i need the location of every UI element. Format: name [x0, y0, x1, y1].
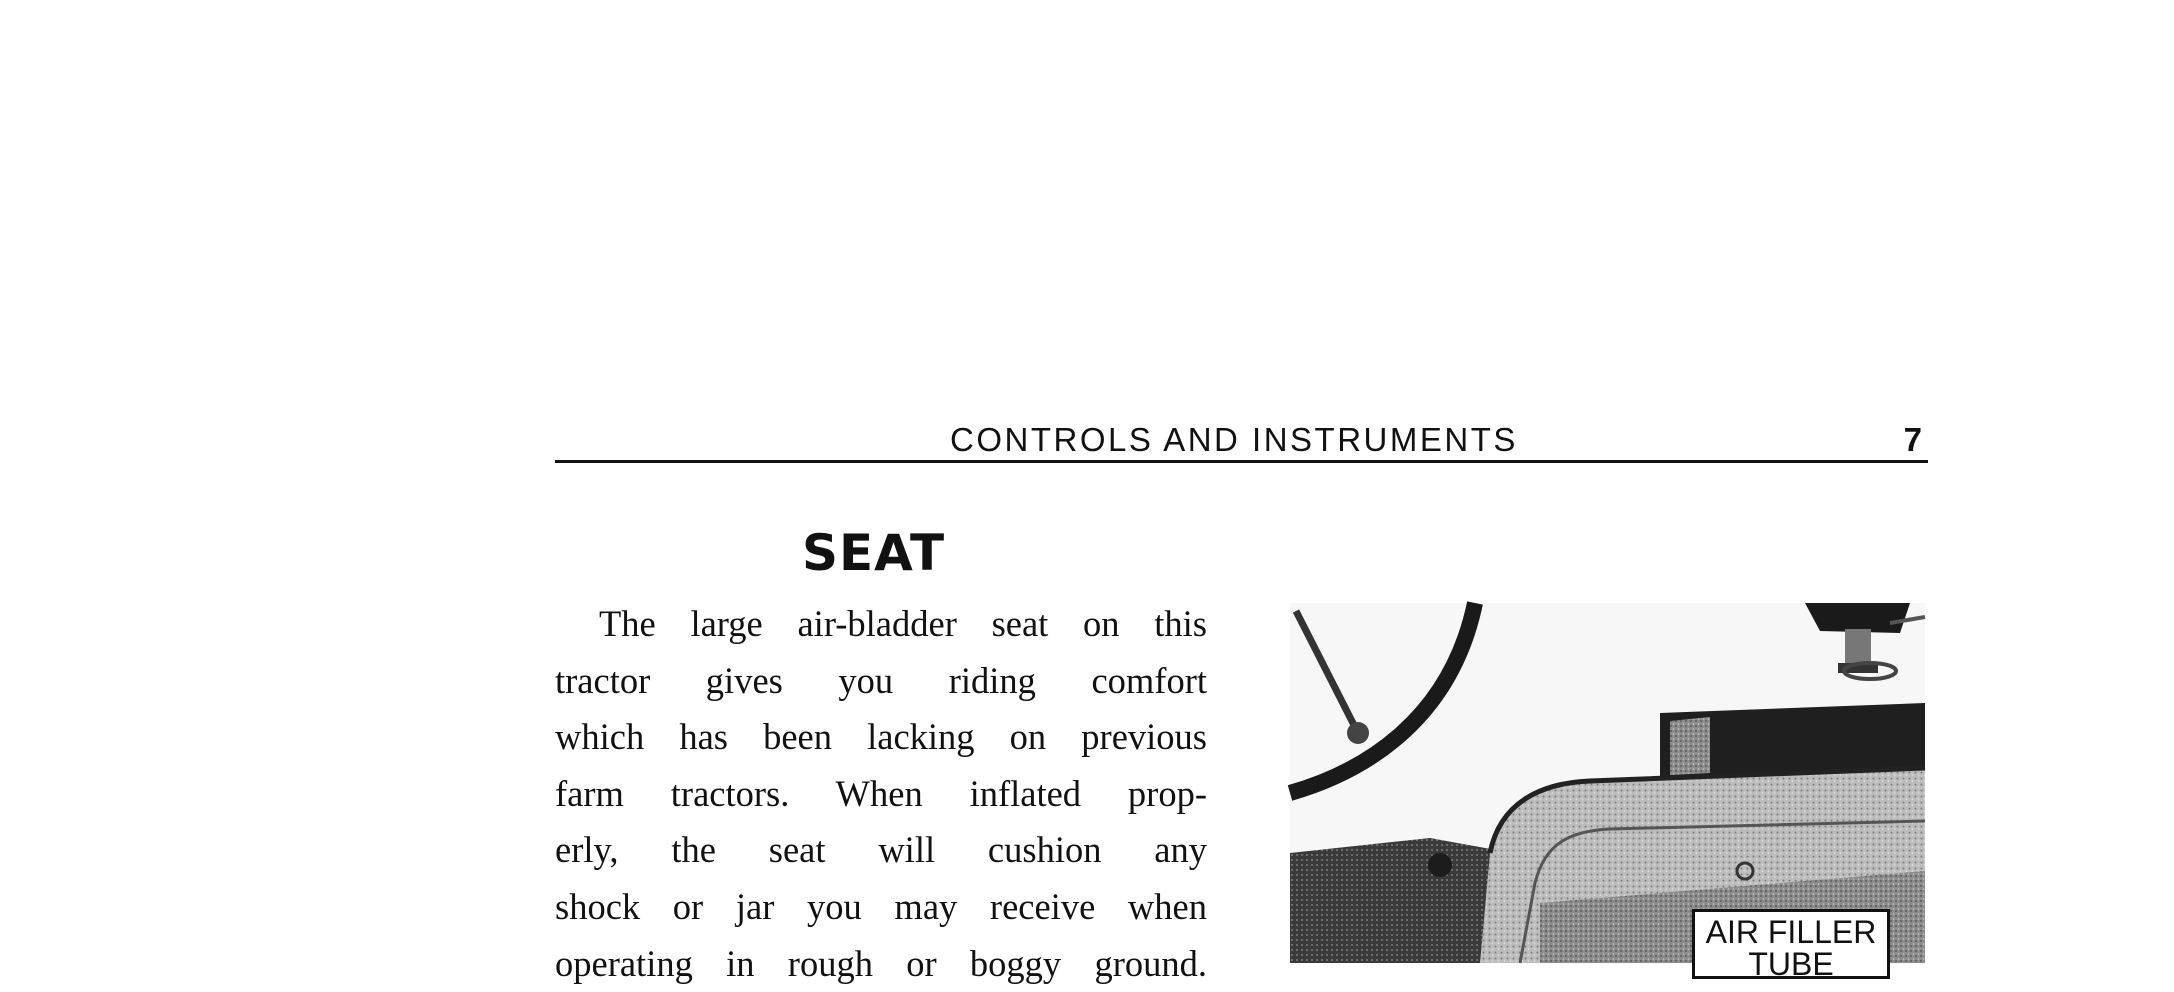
- running-head: [555, 418, 1928, 462]
- section-title: CONTROLS AND INSTRUMENTS: [950, 421, 1518, 458]
- paragraph-line: which has been lacking on previous: [555, 716, 1207, 758]
- paragraph-line: shock or jar you may receive when: [555, 885, 1207, 927]
- page-number: 7: [1903, 421, 1922, 458]
- paragraph-line: operating in rough or boggy ground.: [555, 942, 1207, 984]
- air-filler-tube-callout: [1692, 909, 1890, 982]
- callout-line: AIR FILLER: [1705, 914, 1877, 950]
- header-rule: [555, 460, 1928, 463]
- paragraph-line: erly, the seat will cushion any: [555, 829, 1207, 871]
- paragraph-line: The large air-bladder seat on this: [599, 603, 1207, 644]
- callout-line: TUBE: [1748, 946, 1834, 982]
- section-heading: SEAT: [802, 524, 946, 582]
- body-paragraph: [555, 596, 1207, 984]
- paragraph-line: farm tractors. When inflated prop-: [555, 772, 1207, 814]
- paragraph-line: tractor gives you riding comfort: [555, 659, 1207, 701]
